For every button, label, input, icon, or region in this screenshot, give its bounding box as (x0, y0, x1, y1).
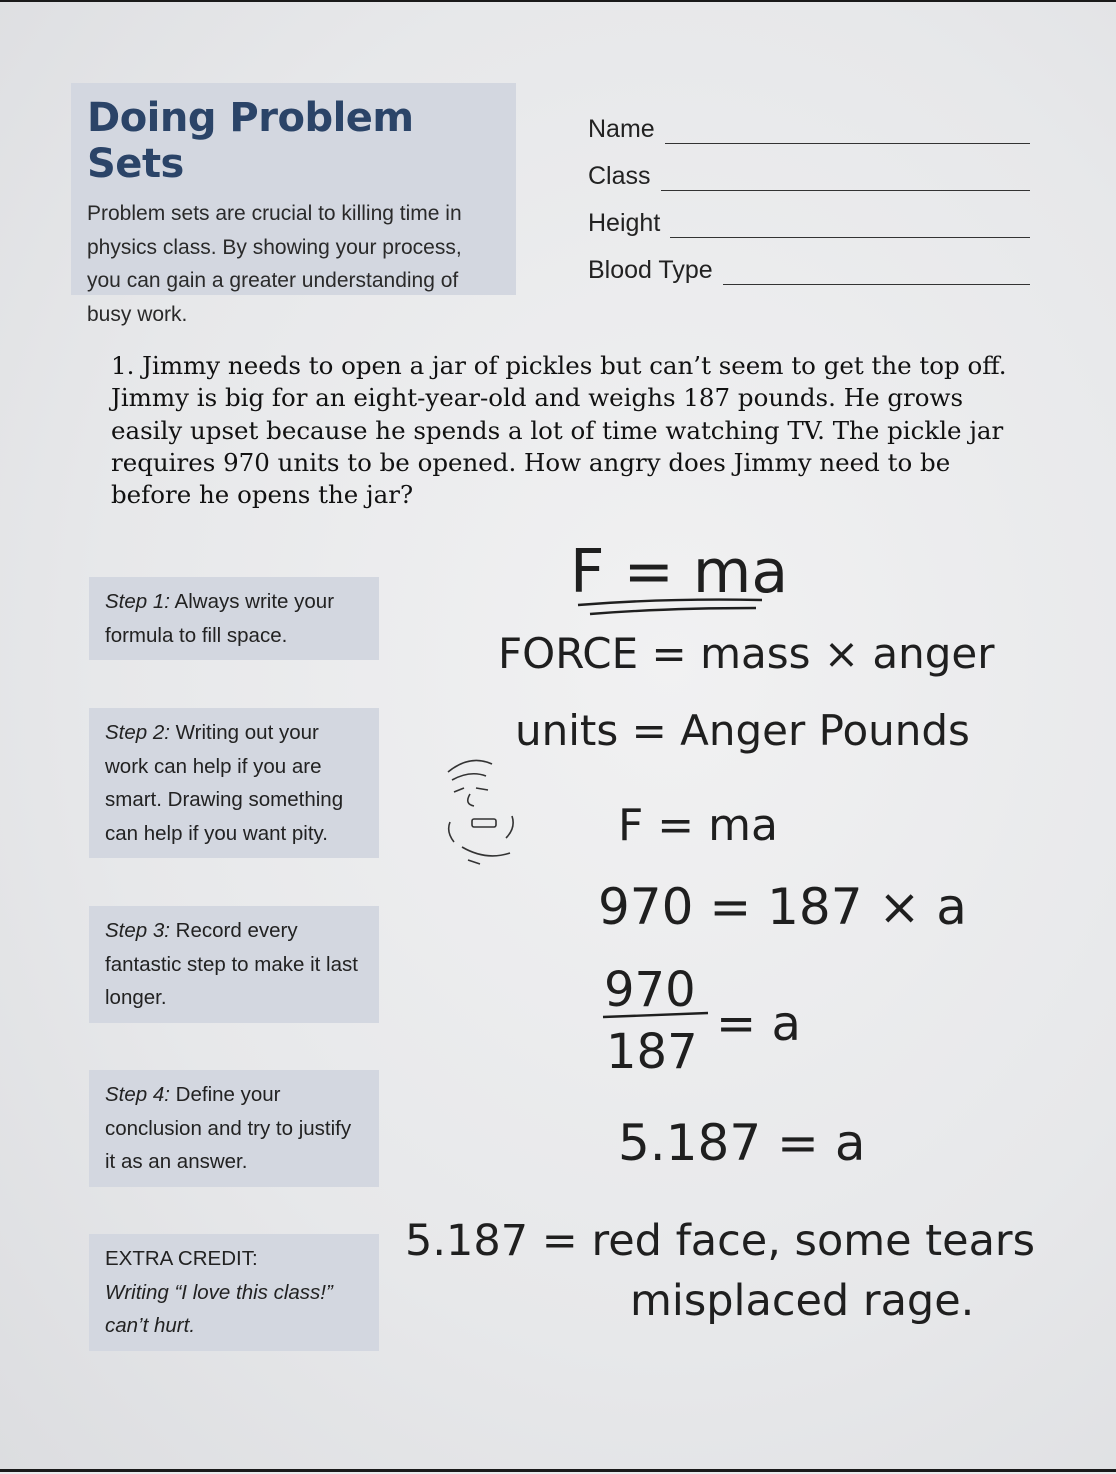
intro-text: Problem sets are crucial to killing time in physics class. By showing your process, you can gain a greater understanding of busy work. (87, 202, 462, 326)
class-label: Class (588, 162, 651, 190)
page-title: Doing Problem Sets (87, 95, 414, 187)
hw-conclusion-line-1: 5.187 = red face, some tears (405, 1216, 1036, 1266)
extra-credit-text: Writing “I love this class!” can’t hurt. (105, 1280, 333, 1337)
hw-substitution: 970 = 187 × a (598, 878, 967, 936)
hw-result: 5.187 = a (618, 1114, 866, 1172)
hw-units: units = Anger Pounds (515, 706, 970, 755)
step-1-label: Step 1: (105, 590, 170, 613)
step-4-text: Define your conclusion and try to justify it as an answer. (105, 1083, 352, 1173)
step-2-label: Step 2: (105, 721, 170, 744)
height-label: Height (588, 209, 661, 237)
blood-type-label: Blood Type (588, 256, 713, 284)
question-text: 1. Jimmy needs to open a jar of pickles but can’t seem to get the top off. Jimmy is big for an eight-year-old and weighs 187 pounds. He grows easily upset because he spends a lot of time watching TV. The pickle jar requires 970 units to be opened. How angry does Jimmy need to be before he opens the jar? (111, 351, 1007, 510)
hw-conclusion-line-2: misplaced rage. (630, 1276, 975, 1326)
face-doodle-icon (448, 760, 513, 864)
step-2-text: Writing out your work can help if you are smart. Drawing something can help if you want pity. (105, 721, 344, 845)
step-3-text: Record every fantastic step to make it last longer. (105, 919, 358, 1009)
step-3-label: Step 3: (105, 919, 170, 942)
hw-fraction-denominator: 187 (606, 1024, 698, 1080)
handwritten-work (0, 2, 1116, 1474)
hw-fraction-numerator: 970 (604, 962, 696, 1018)
hw-formula-again: F = ma (618, 800, 778, 851)
hw-formula: F = ma (570, 537, 789, 607)
step-4-label: Step 4: (105, 1083, 170, 1106)
hw-fraction-equals: = a (716, 996, 801, 1052)
name-label: Name (588, 115, 655, 143)
hw-definition: FORCE = mass × anger (498, 629, 995, 678)
step-1-text: Always write your formula to fill space. (105, 590, 335, 647)
extra-credit-label: EXTRA CREDIT: (105, 1247, 258, 1270)
